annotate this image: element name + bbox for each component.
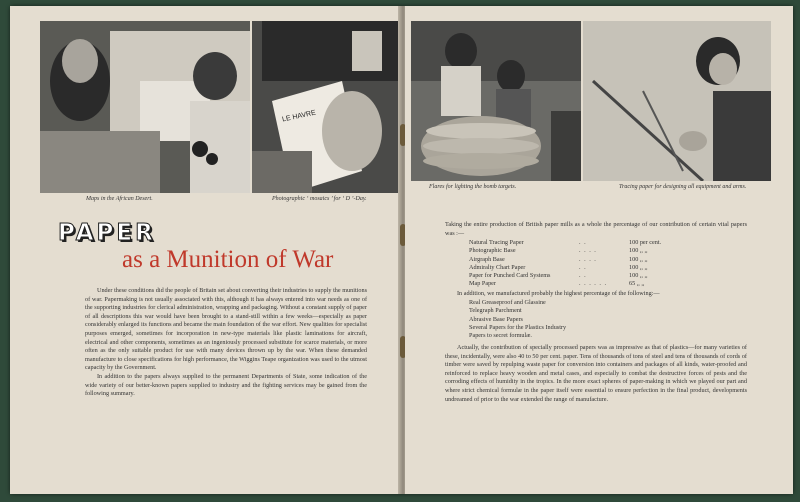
photo-maps-desert — [40, 21, 250, 193]
open-booklet — [10, 6, 793, 494]
left-paragraph-2: In addition to the papers always supplied to the permanent Departments of State, some indication of the wide variety of our better-known papers supplied to industry and the fighting services may be gained from the following summary. — [85, 372, 367, 398]
table-row: Admiralty Chart Paper . . 100 ,, ,, — [469, 263, 648, 271]
left-body-text — [85, 287, 367, 399]
right-intro: Taking the entire production of British paper mills as a whole the percentage of our contribution of certain vital papers was :— — [445, 221, 747, 237]
photo-tracing — [583, 21, 771, 181]
addition-line: In addition, we manufactured probably the highest percentage of the following:— — [457, 290, 660, 297]
table-row: Airgraph Base . . . . 100 ,, ,, — [469, 255, 648, 263]
list-item: Real Greaseproof and Glassine — [469, 299, 546, 306]
percentage-table — [469, 239, 701, 289]
list-item: Abrasive Base Papers — [469, 315, 523, 323]
caption-tracing: Tracing paper for designing all equipment and arms. — [619, 184, 747, 190]
list-item: Telegraph Parchment — [469, 307, 522, 315]
caption-flares: Flares for lighting the bomb targets. — [429, 184, 517, 190]
left-page — [10, 6, 401, 494]
photo-mosaics-dday — [252, 21, 398, 193]
highest-percentage-list — [469, 299, 566, 340]
list-item: Papers to secret formulæ. — [469, 332, 532, 340]
caption-photographs: Photographic ‘ mosaics ’ for ‘ D ’-Day. — [272, 196, 367, 202]
newspaper-heading: LE HAVRE — [281, 109, 317, 124]
list-item: Several Papers for the Plastics Industry — [469, 323, 567, 331]
caption-maps: Maps in the African Desert. — [86, 196, 153, 202]
photo-flares — [411, 21, 581, 181]
right-paragraph: Actually, the contribution of specially processed papers was as impressive as that of plastics—for many varieties of these, incidentally, were also 40 to 50 per cent. paper. Tens of thousands of tons of steel and tens of thousands of cords of timber were saved by repulping waste paper for conversion into containers and packages of all kinds, water-proofed and reinforced to replace heavy wooden and metal cases, and especially to combat the destructive forces of pests and the corroding effects of humidity in the tropics. In the more exact spheres of paper-making in which we played our part and where strict chemical formulæ in the paper itself were essential to ensure perfection in the final product, developments undreamed of prior to the war extended the range of manufacture. — [445, 344, 747, 403]
table-row: Map Paper . . . . . . 65 ,, ,, — [469, 280, 645, 288]
table-row: Natural Tracing Paper . . 100 per cent. — [469, 239, 662, 246]
title-subtitle: as a Munition of War — [122, 246, 334, 273]
title-paper: PAPER — [58, 220, 156, 246]
left-paragraph-1: Under these conditions did the people of Britain set about converting their industries to supply the munitions of war. Papermaking is not usually associated with this, although it has always entered into war needs as one of the supporting industries for clerical administration, wrapping and packaging. Without a constant supply of paper of all descriptions this war would have been brought to a stand-still within a few weeks—especially as paper considerably enlarged its functions and became the main foundation of the war effort. New qualities for specialist purposes emerged, sometimes for incorporation in new-type materials like plastic laminations for aircraft, electrical and other components, sometimes as an ingeniously processed substitute for scarce materials, or more often as the only suitable product for use with many devices thrown up by the war. When these demanded manufacture to close specifications for high performance, the Wiggins Teape organization was used to the utmost capacity by the Government. — [85, 287, 367, 372]
right-body-text — [445, 344, 747, 404]
table-row: Paper for Punched Card Systems . . 100 ,, ,, — [469, 272, 648, 280]
right-page — [405, 6, 793, 494]
table-row: Photographic Base . . . . 100 ,, ,, — [469, 247, 648, 255]
